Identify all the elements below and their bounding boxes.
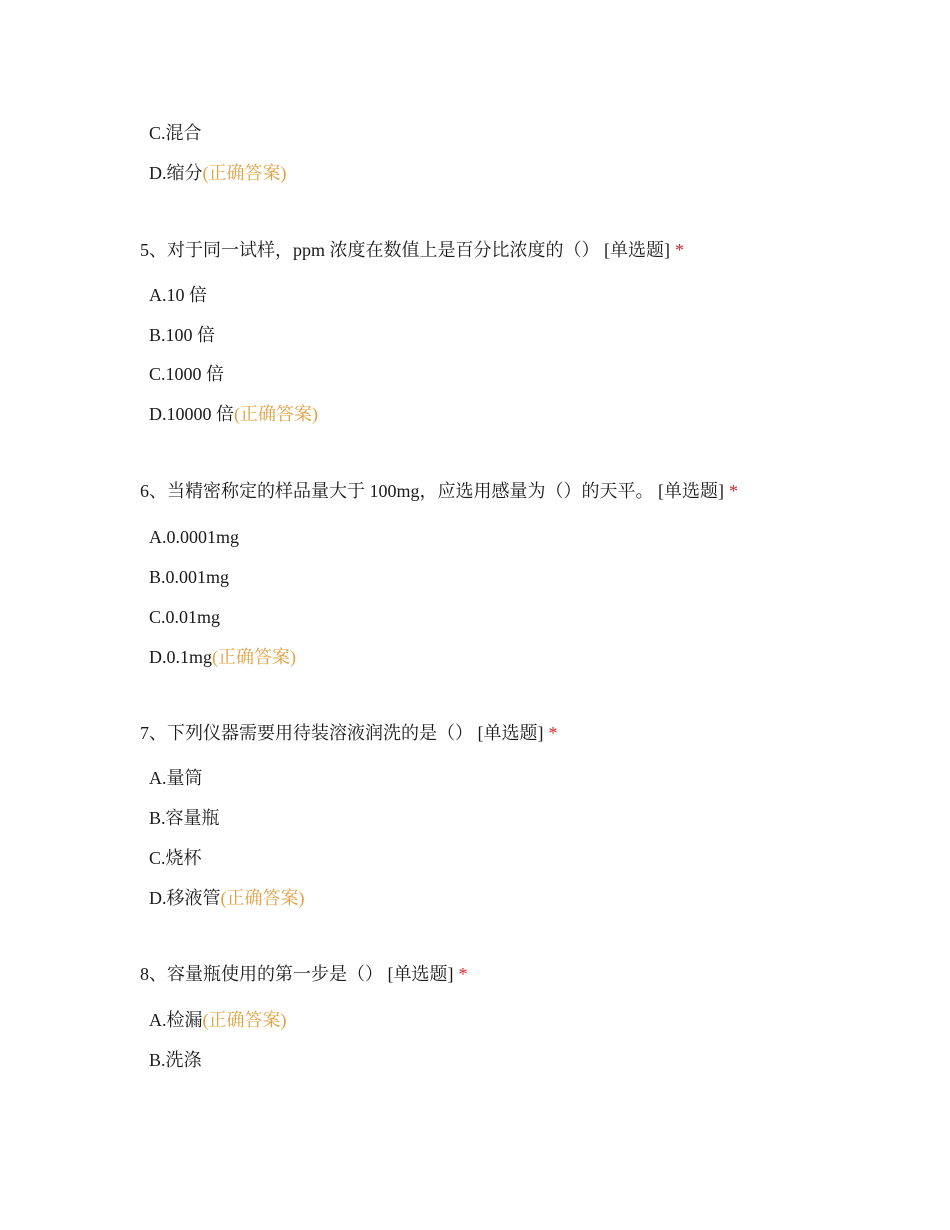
question-5-option-a (149, 283, 207, 307)
option-text: B.100 倍 (149, 325, 216, 345)
question-6-title (140, 479, 738, 503)
option-text: A.0.0001mg (149, 527, 239, 547)
question-type: [单选题] (658, 481, 724, 501)
question-7-option-b (149, 806, 220, 830)
correct-answer-label: (正确答案) (220, 888, 305, 908)
option-prev-c (149, 121, 202, 145)
option-text: D.10000 倍 (149, 404, 234, 424)
question-7-title (140, 721, 558, 745)
option-prev-d (149, 161, 287, 185)
required-marker: * (548, 723, 558, 743)
option-text: D.移液管 (149, 888, 221, 908)
option-text: C.混合 (149, 123, 202, 143)
question-text: 8、容量瓶使用的第一步是（） (140, 964, 383, 984)
question-5-option-d (149, 402, 318, 426)
question-8-option-a (149, 1008, 287, 1032)
question-text: 7、下列仪器需要用待装溶液润洗的是（） (140, 723, 473, 743)
question-7-option-c (149, 846, 202, 870)
correct-answer-label: (正确答案) (212, 647, 296, 667)
question-6-option-b (149, 565, 229, 589)
question-7-option-a (149, 766, 203, 790)
question-6-option-c (149, 605, 220, 629)
correct-answer-label: (正确答案) (202, 163, 287, 183)
question-7-option-d (149, 886, 305, 910)
correct-answer-label: (正确答案) (202, 1010, 287, 1030)
option-text: D.0.1mg (149, 647, 212, 667)
option-text: A.检漏 (149, 1010, 203, 1030)
question-type: [单选题] (387, 964, 454, 984)
question-5-title (140, 238, 684, 262)
required-marker: * (729, 481, 738, 501)
question-type: [单选题] (604, 240, 670, 260)
option-text: B.洗涤 (149, 1050, 202, 1070)
question-type: [单选题] (477, 723, 544, 743)
question-6-option-a (149, 525, 239, 549)
option-text: A.10 倍 (149, 285, 207, 305)
question-text: 5、对于同一试样，ppm 浓度在数值上是百分比浓度的（） (140, 240, 600, 260)
question-5-option-b (149, 323, 215, 347)
option-text: C.0.01mg (149, 607, 221, 627)
required-marker: * (458, 964, 468, 984)
question-6-option-d (149, 645, 296, 669)
question-text: 6、当精密称定的样品量大于 100mg，应选用感量为（）的天平。 (140, 481, 654, 501)
question-8-title (140, 962, 468, 986)
option-text: C.烧杯 (149, 848, 202, 868)
option-text: A.量筒 (149, 768, 203, 788)
question-5-option-c (149, 362, 224, 386)
option-text: B.容量瓶 (149, 808, 220, 828)
correct-answer-label: (正确答案) (234, 404, 318, 424)
option-text: B.0.001mg (149, 567, 230, 587)
required-marker: * (675, 240, 684, 260)
option-text: D.缩分 (149, 163, 203, 183)
question-8-option-b (149, 1048, 202, 1072)
option-text: C.1000 倍 (149, 364, 225, 384)
